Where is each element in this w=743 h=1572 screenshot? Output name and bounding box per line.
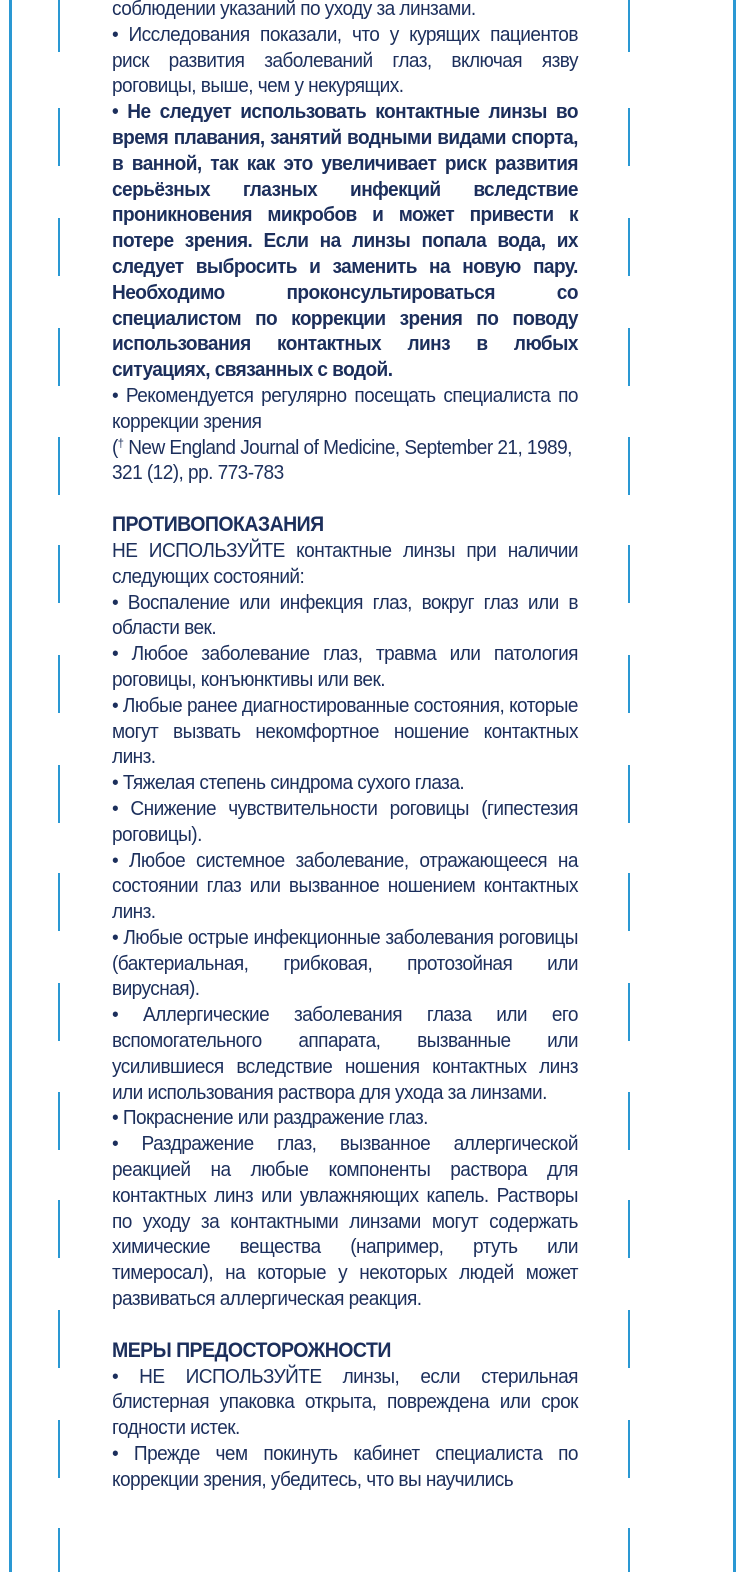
contraindication-item: • Покраснение или раздражение глаз. (112, 1106, 428, 1130)
right-dash-mark (628, 1092, 630, 1150)
right-dash-mark (628, 873, 630, 931)
contraindication-item: • Снижение чувствительности роговицы (гипестезия роговицы). (112, 796, 578, 846)
right-dash-mark (628, 1200, 630, 1258)
right-dash-mark (628, 545, 630, 603)
left-dash-mark (58, 983, 60, 1041)
right-dash-mark (628, 655, 630, 713)
section-gap (112, 1312, 578, 1338)
right-dash-mark (628, 983, 630, 1041)
citation-prefix: ( (112, 435, 118, 459)
left-dash-mark (58, 108, 60, 166)
precaution-item: • НЕ ИСПОЛЬЗУЙТЕ линзы, если стерильная блистерная упаковка открыта, повреждена или срок годности истек. (112, 1364, 578, 1440)
contraindications-title: ПРОТИВОПОКАЗАНИЯ (112, 513, 324, 537)
left-dash-mark (58, 1200, 60, 1258)
right-dash-mark (628, 108, 630, 166)
right-dash-mark (628, 0, 630, 52)
left-dash-mark (58, 218, 60, 276)
citation-paragraph (112, 435, 578, 487)
precaution-item: • Прежде чем покинуть кабинет специалиста по коррекции зрения, убедитесь, что вы научились (112, 1442, 578, 1491)
left-dash-mark (58, 873, 60, 931)
right-dash-mark (628, 437, 630, 495)
left-dash-mark (58, 437, 60, 495)
left-dash-mark (58, 1420, 60, 1478)
right-dash-mark (628, 1420, 630, 1478)
contraindication-item: • Любое заболевание глаз, травма или патология роговицы, конъюнктивы или век. (112, 642, 578, 691)
contraindication-item: • Тяжелая степень синдрома сухого глаза. (112, 771, 465, 795)
left-dash-mark (58, 655, 60, 713)
left-border-line (9, 0, 12, 1572)
right-border-line (733, 0, 736, 1572)
precautions-title: МЕРЫ ПРЕДОСТОРОЖНОСТИ (112, 1338, 391, 1362)
right-dash-mark (628, 328, 630, 386)
contraindication-item: • Воспаление или инфекция глаз, вокруг глаз или в области век. (112, 590, 578, 640)
contraindication-item: • Любые острые инфекционные заболевания роговицы (бактериальная, грибковая, протозойная или вирусная). (112, 925, 578, 1001)
contraindication-item: • Аллергические заболевания глаза или его вспомогательного аппарата, вызванные или усилившиеся вследствие ношения контактных линз или использования раствора для ухода за линзами. (112, 1003, 578, 1104)
left-dash-mark (58, 545, 60, 603)
left-dash-mark (58, 328, 60, 386)
left-dash-mark (58, 1092, 60, 1150)
contraindications-intro: НЕ ИСПОЛЬЗУЙТЕ контактные линзы при наличии следующих состояний: (112, 538, 578, 588)
left-dash-mark (58, 0, 60, 52)
section-gap (112, 486, 578, 512)
contraindication-item: • Любые ранее диагностированные состояния, которые могут вызвать некомфортное ношение контактных линз. (112, 693, 578, 769)
left-dash-mark (58, 1310, 60, 1368)
right-dash-mark (628, 218, 630, 276)
dagger-mark: † (117, 435, 124, 450)
right-dash-mark (628, 1310, 630, 1368)
document-body (112, 0, 578, 1493)
recommendation-paragraph: • Рекомендуется регулярно посещать специалиста по коррекции зрения (112, 383, 578, 433)
citation-text: New England Journal of Medicine, September 21, 1989, 321 (12), pp. 773-783 (112, 435, 572, 485)
right-dash-mark (628, 1528, 630, 1572)
paragraph-care-instructions: соблюдении указаний по уходу за линзами. (112, 0, 476, 20)
left-dash-mark (58, 1528, 60, 1572)
water-warning-paragraph: • Не следует использовать контактные линзы во время плавания, занятий водными видами спорта, в ванной, так как это увеличивает риск развития серьёзных глазных инфекций вследствие проникновения микробов и может привести к потере зрения. Если на линзы попала вода, их следует выбросить и заменить на новую пару. Необходимо проконсультироваться со специалистом по коррекции зрения по поводу использования контактных линз в любых ситуациях, связанных с водой. (112, 100, 578, 382)
paragraph-smokers-risk: • Исследования показали, что у курящих пациентов риск развития заболеваний глаз, включая язву роговицы, выше, чем у некурящих. (112, 22, 578, 98)
contraindication-item: • Раздражение глаз, вызванное аллергической реакцией на любые компоненты раствора для контактных линз или увлажняющих капель. Растворы по уходу за контактными линзами могут содержать химические вещества (например, ртуть или тимеросал), на которые у некоторых людей может развиваться аллергическая реакция. (112, 1132, 578, 1311)
left-dash-mark (58, 765, 60, 823)
right-dash-mark (628, 765, 630, 823)
contraindication-item: • Любое системное заболевание, отражающееся на состоянии глаз или вызванное ношением контактных линз. (112, 848, 578, 924)
